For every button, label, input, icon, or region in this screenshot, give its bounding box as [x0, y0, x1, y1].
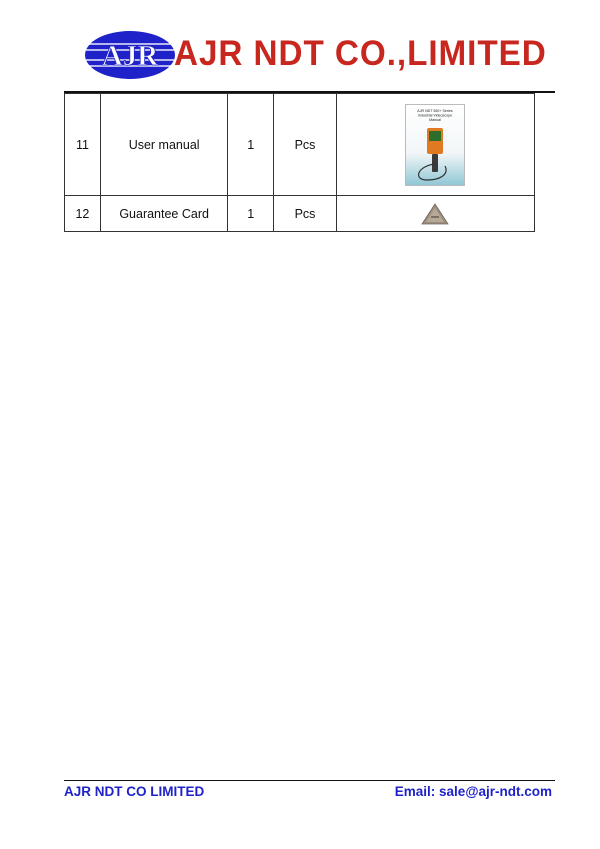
manual-cover-line2: Industrial Videoscope — [418, 113, 453, 117]
item-unit: Pcs — [294, 137, 316, 152]
table-row — [65, 94, 535, 196]
footer-company-name: AJR NDT CO LIMITED — [64, 784, 205, 799]
item-unit: Pcs — [294, 206, 316, 221]
row-index: 12 — [75, 206, 90, 221]
warranty-card-image — [421, 203, 449, 225]
table-row — [65, 196, 535, 232]
footer-divider — [64, 780, 555, 781]
manual-cover-line1: AJR NDT 550+ Series — [417, 108, 454, 113]
company-logo — [84, 30, 176, 80]
item-name: Guarantee Card — [119, 206, 209, 221]
manual-cover-image — [405, 104, 465, 186]
items-table — [64, 93, 535, 232]
manual-cover-line3: Manual — [429, 117, 442, 122]
page-header — [0, 0, 600, 92]
footer-email: Email: sale@ajr-ndt.com — [394, 784, 552, 799]
item-quantity: 1 — [247, 206, 255, 221]
item-name: User manual — [128, 137, 200, 152]
row-index: 11 — [75, 137, 89, 152]
item-quantity: 1 — [247, 137, 255, 152]
logo-lettering: AJR — [101, 40, 159, 72]
company-title: AJR NDT CO.,LIMITED — [174, 34, 547, 73]
